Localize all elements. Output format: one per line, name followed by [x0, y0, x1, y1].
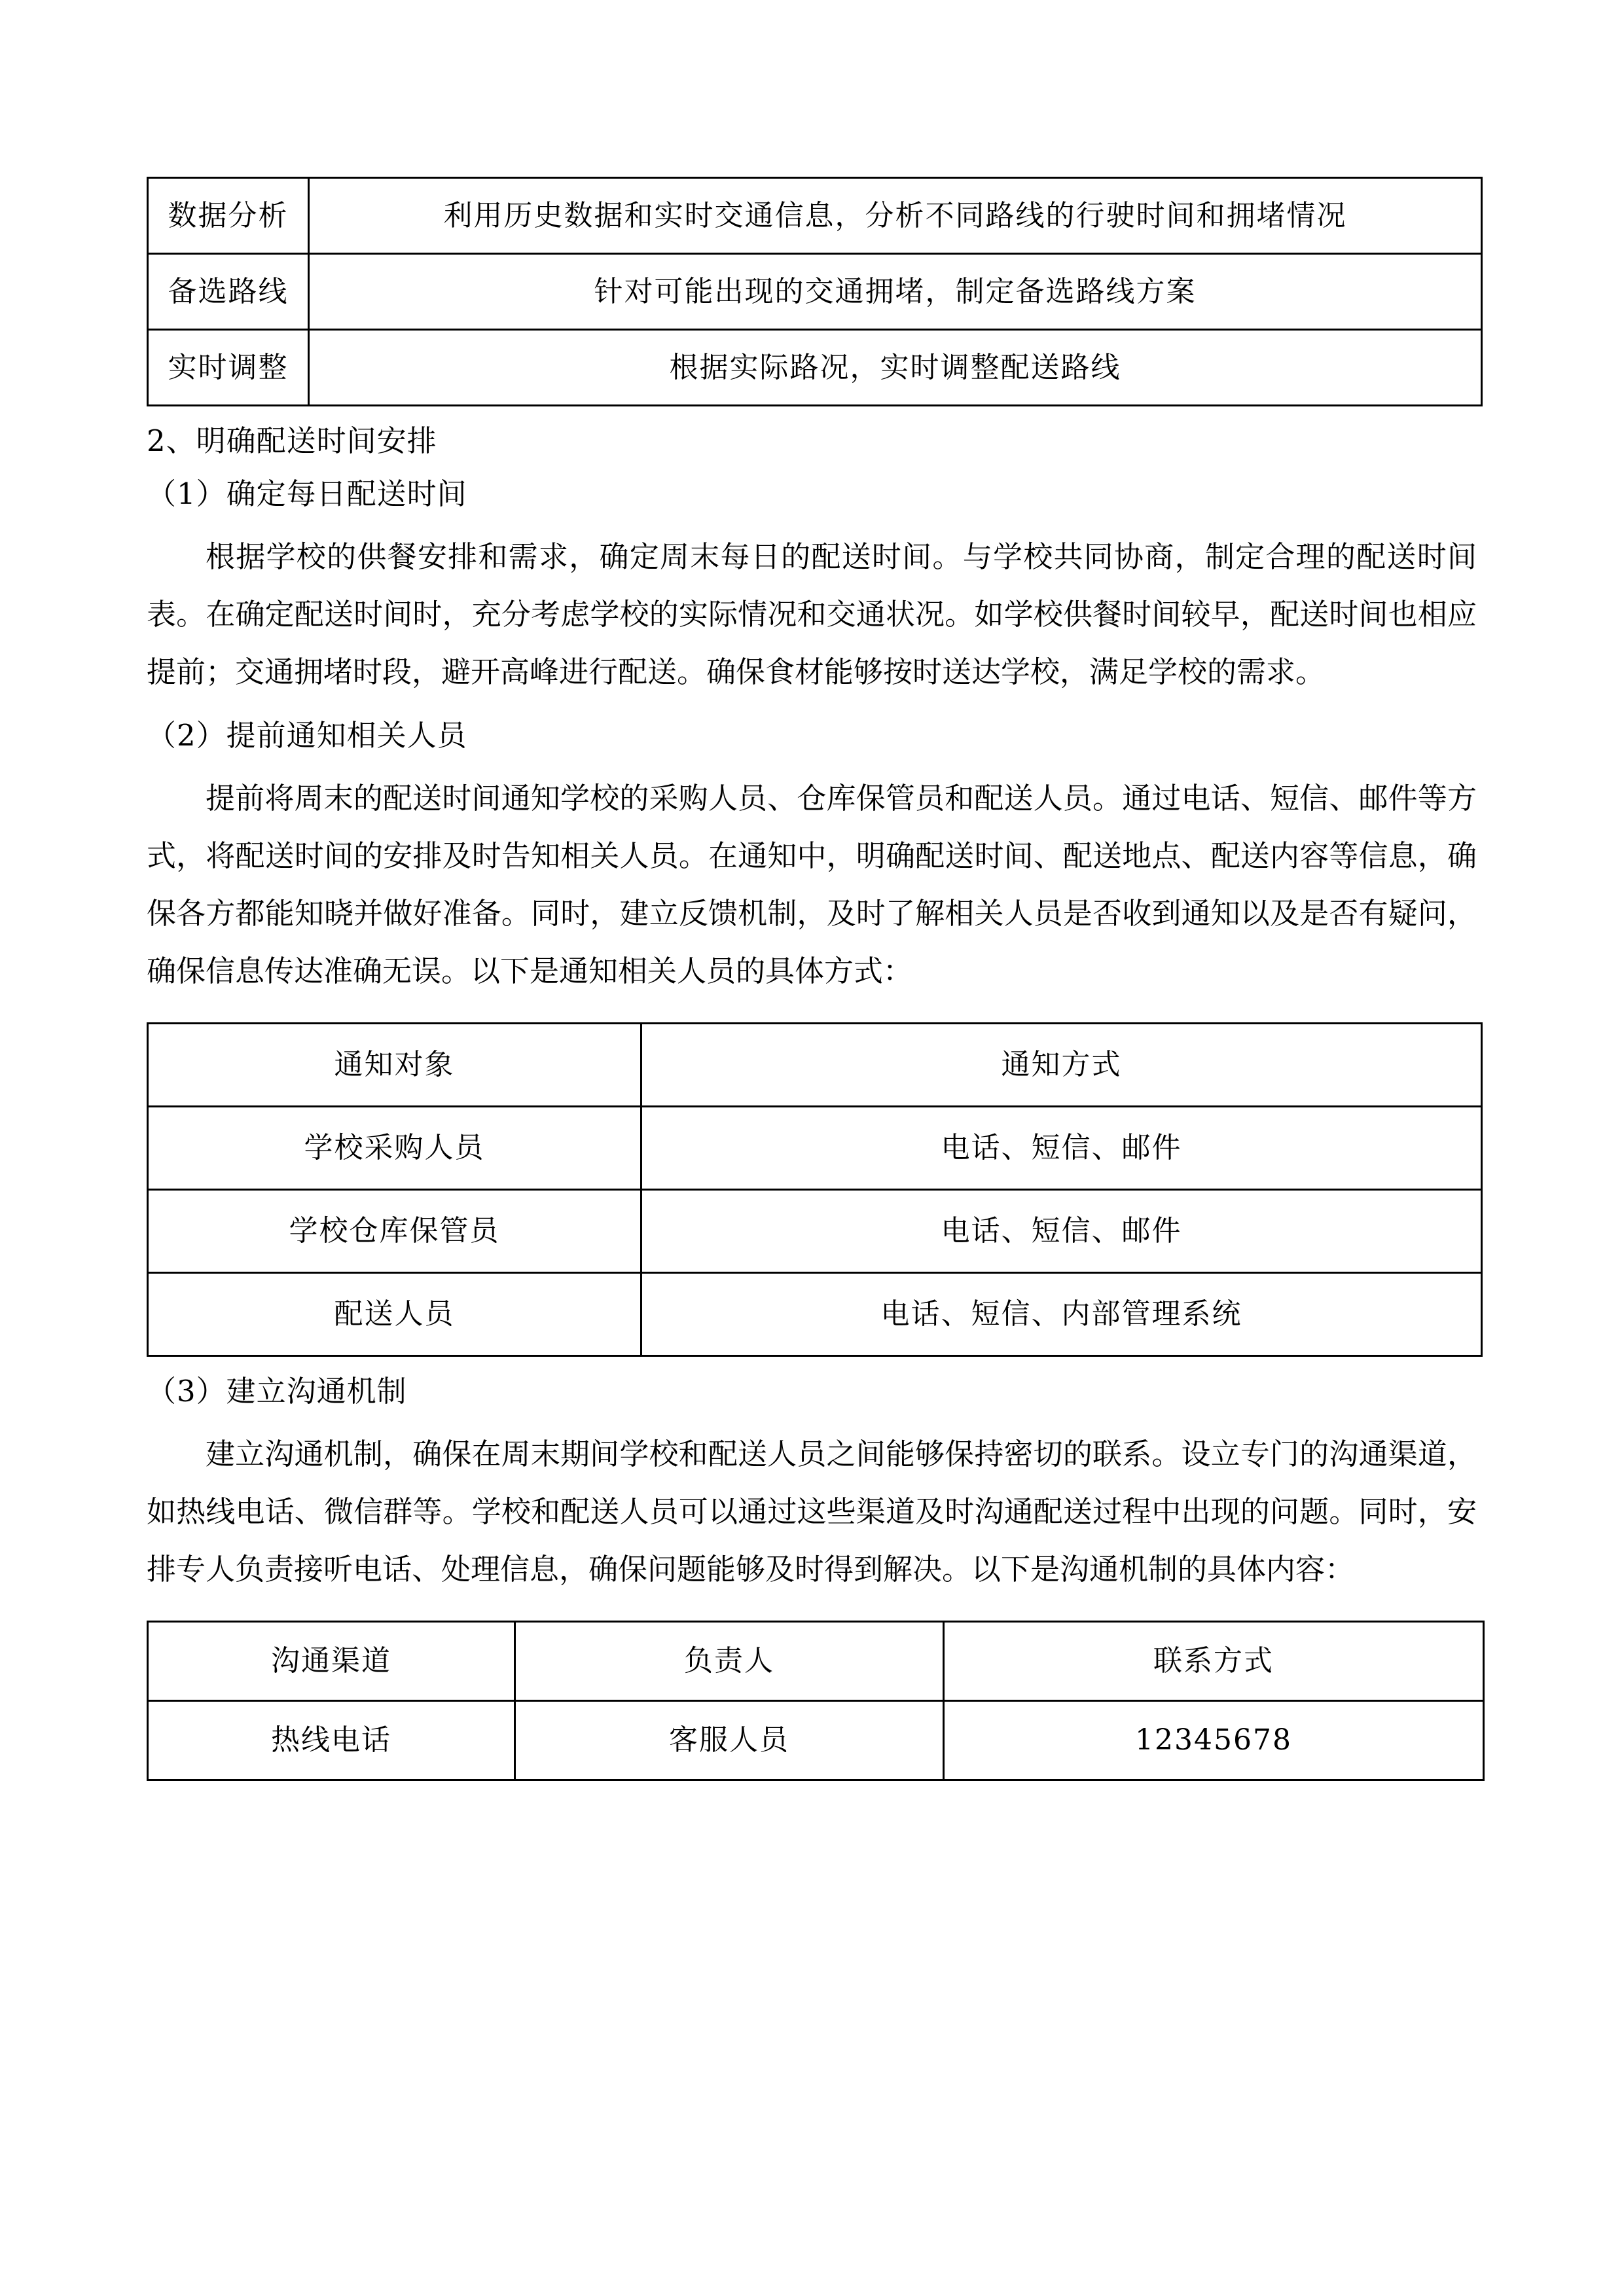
notify-cell-target: 学校采购人员	[148, 1107, 641, 1190]
spacer	[147, 1406, 1477, 1426]
table-row	[148, 178, 1482, 254]
notification-table	[147, 1022, 1483, 1357]
spacer	[147, 456, 1477, 479]
subsection-3-paragraph: 建立沟通机制，确保在周末期间学校和配送人员之间能够保持密切的联系。设立专门的沟通渠道，如热线电话、微信群等。学校和配送人员可以通过这些渠道及时沟通配送过程中出现的问题。同时，安排专人负责接听电话、处理信息，确保问题能够及时得到解决。以下是沟通机制的具体内容：	[147, 1437, 1477, 1587]
route-row-label: 备选路线	[148, 254, 309, 330]
route-strategy-table	[147, 177, 1483, 406]
notify-cell-method: 电话、短信、内部管理系统	[641, 1273, 1482, 1356]
table-row	[148, 1190, 1482, 1273]
comm-cell-channel: 热线电话	[148, 1701, 515, 1780]
route-row-content: 利用历史数据和实时交通信息，分析不同路线的行驶时间和拥堵情况	[309, 178, 1482, 254]
table-row	[148, 330, 1482, 406]
notify-header-method: 通知方式	[641, 1024, 1482, 1107]
notify-cell-method: 电话、短信、邮件	[641, 1190, 1482, 1273]
communication-table	[147, 1621, 1485, 1781]
notify-cell-target: 配送人员	[148, 1273, 641, 1356]
subsection-1-heading: （1）确定每日配送时间	[147, 476, 467, 511]
table-row	[148, 1273, 1482, 1356]
comm-cell-contact: 12345678	[944, 1701, 1484, 1780]
subsection-2-paragraph: 提前将周末的配送时间通知学校的采购人员、仓库保管员和配送人员。通过电话、短信、邮件等方式，将配送时间的安排及时告知相关人员。在通知中，明确配送时间、配送地点、配送内容等信息，确保各方都能知晓并做好准备。同时，建立反馈机制，及时了解相关人员是否收到通知以及是否有疑问，确保信息传达准确无误。以下是通知相关人员的具体方式：	[147, 781, 1477, 988]
spacer	[147, 1000, 1477, 1022]
table-row	[148, 254, 1482, 330]
notify-cell-target: 学校仓库保管员	[148, 1190, 641, 1273]
route-row-content: 根据实际路况，实时调整配送路线	[309, 330, 1482, 406]
route-row-content: 针对可能出现的交通拥堵，制定备选路线方案	[309, 254, 1482, 330]
table-header-row	[148, 1024, 1482, 1107]
subsection-3-heading: （3）建立沟通机制	[147, 1374, 407, 1408]
comm-header-owner: 负责人	[515, 1622, 944, 1701]
notify-header-target: 通知对象	[148, 1024, 641, 1107]
comm-header-contact: 联系方式	[944, 1622, 1484, 1701]
notify-cell-method: 电话、短信、邮件	[641, 1107, 1482, 1190]
spacer	[147, 509, 1477, 528]
route-row-label: 实时调整	[148, 330, 309, 406]
page-content	[147, 177, 1477, 1781]
section-2-heading: 2、明确配送时间安排	[147, 423, 437, 458]
table-row	[148, 1107, 1482, 1190]
spacer	[147, 1598, 1477, 1621]
subsection-2-heading: （2）提前通知相关人员	[147, 718, 467, 753]
table-header-row	[148, 1622, 1484, 1701]
comm-cell-owner: 客服人员	[515, 1701, 944, 1780]
table-row	[148, 1701, 1484, 1780]
route-row-label: 数据分析	[148, 178, 309, 254]
comm-header-channel: 沟通渠道	[148, 1622, 515, 1701]
spacer	[147, 750, 1477, 770]
subsection-1-paragraph: 根据学校的供餐安排和需求，确定周末每日的配送时间。与学校共同协商，制定合理的配送时间表。在确定配送时间时，充分考虑学校的实际情况和交通状况。如学校供餐时间较早，配送时间也相应提前；交通拥堵时段，避开高峰进行配送。确保食材能够按时送达学校，满足学校的需求。	[147, 539, 1477, 689]
